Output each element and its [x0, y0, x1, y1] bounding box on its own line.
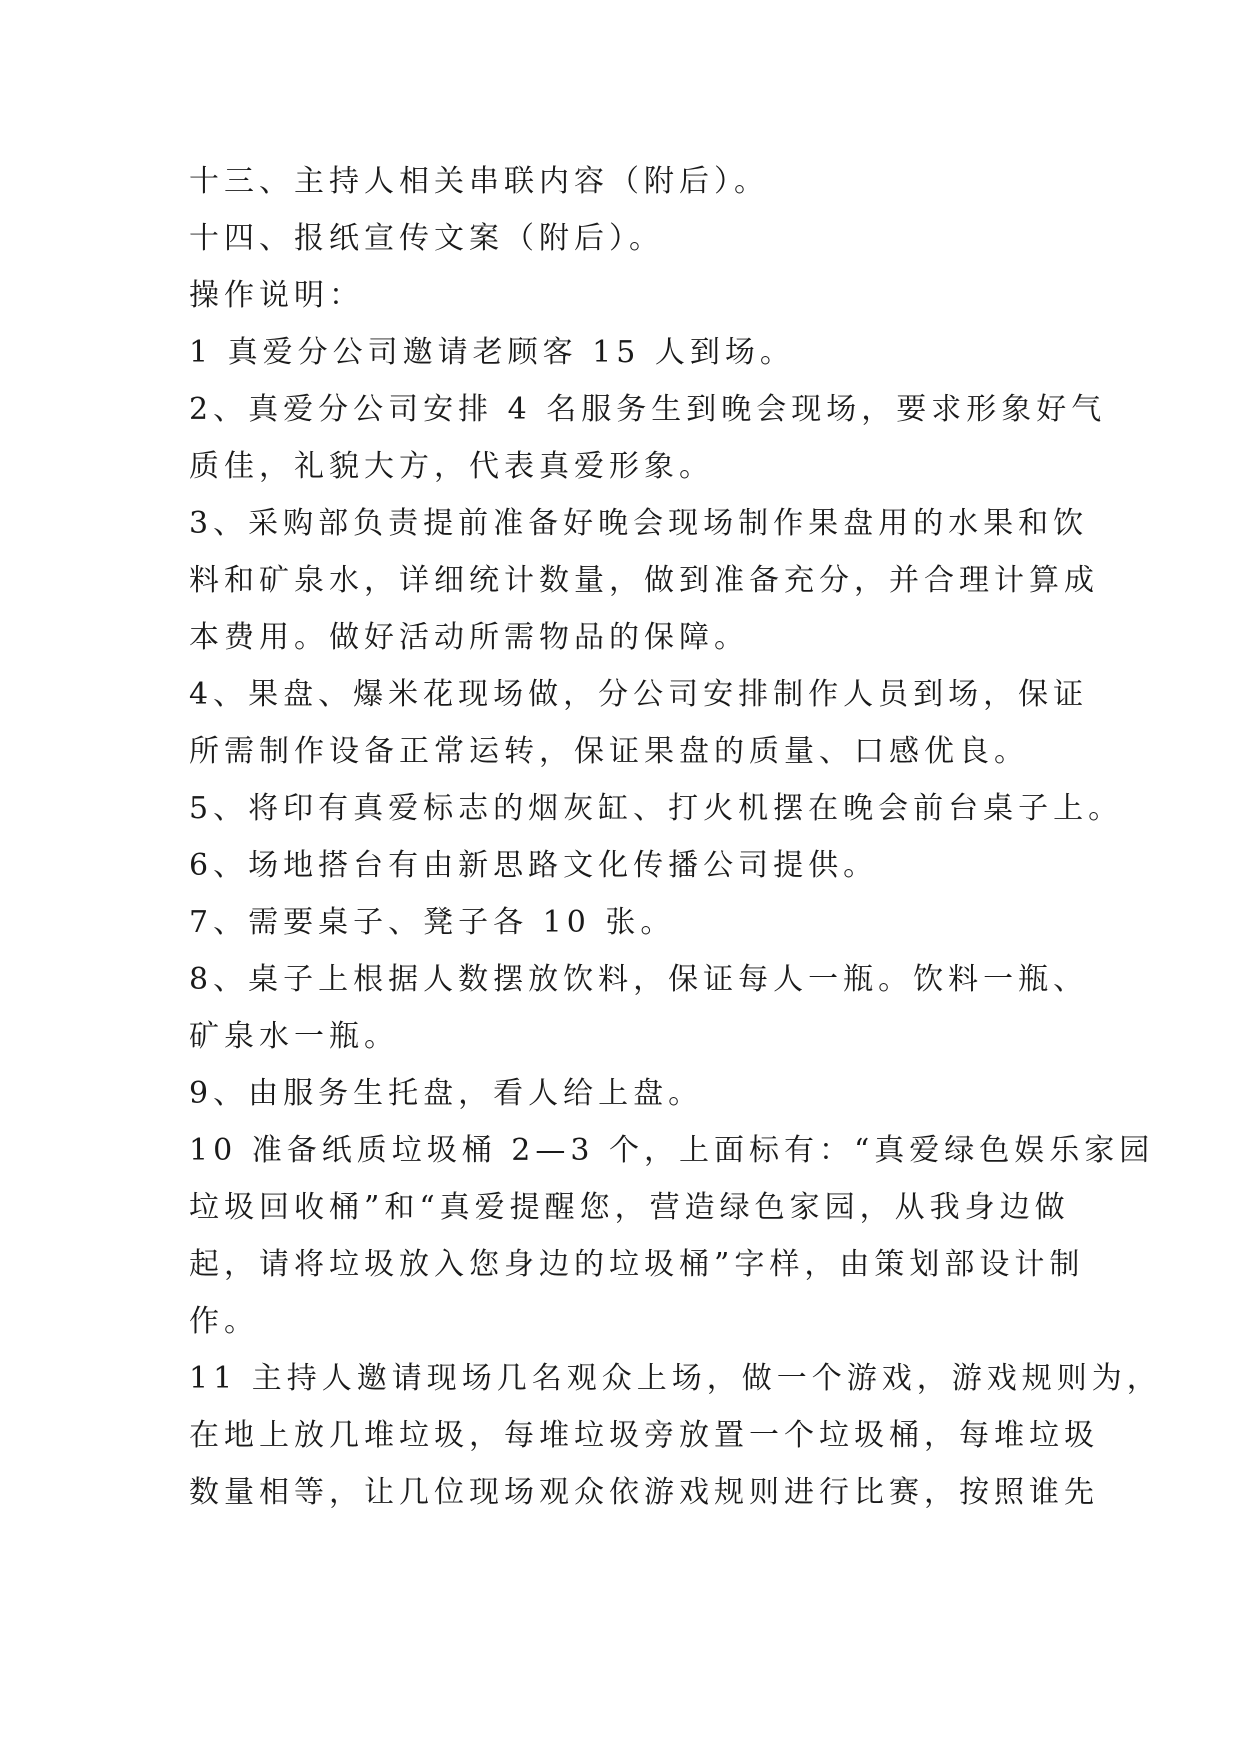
document-body	[189, 157, 1162, 1518]
text-line: 起，请将垃圾放入您身边的垃圾桶”字样，由策划部设计制	[189, 1247, 1085, 1282]
text-line: 10 准备纸质垃圾桶 2—3 个，上面标有：“真爱绿色娱乐家园	[189, 1133, 1155, 1168]
text-line: 质佳，礼貌大方，代表真爱形象。	[189, 449, 714, 484]
text-line: 4、果盘、爆米花现场做，分公司安排制作人员到场，保证	[189, 677, 1089, 712]
text-line: 11 主持人邀请现场几名观众上场，做一个游戏，游戏规则为，	[189, 1361, 1162, 1396]
text-line: 本费用。做好活动所需物品的保障。	[189, 620, 749, 655]
text-line: 料和矿泉水，详细统计数量，做到准备充分，并合理计算成	[189, 563, 1099, 598]
text-line: 8、桌子上根据人数摆放饮料，保证每人一瓶。饮料一瓶、	[189, 962, 1089, 997]
text-line: 2、真爱分公司安排 4 名服务生到晚会现场，要求形象好气	[189, 392, 1107, 427]
text-line: 在地上放几堆垃圾，每堆垃圾旁放置一个垃圾桶，每堆垃圾	[189, 1418, 1099, 1453]
text-line: 所需制作设备正常运转，保证果盘的质量、口感优良。	[189, 734, 1029, 769]
text-line: 数量相等，让几位现场观众依游戏规则进行比赛，按照谁先	[189, 1475, 1099, 1510]
text-line: 6、场地搭台有由新思路文化传播公司提供。	[189, 848, 879, 883]
text-line: 7、需要桌子、凳子各 10 张。	[189, 905, 676, 940]
text-line: 十四、报纸宣传文案（附后）。	[189, 221, 664, 256]
text-line: 5、将印有真爱标志的烟灰缸、打火机摆在晚会前台桌子上。	[189, 791, 1124, 826]
text-line: 矿泉水一瓶。	[189, 1019, 399, 1054]
text-line: 1 真爱分公司邀请老顾客 15 人到场。	[189, 335, 795, 370]
text-line: 作。	[189, 1304, 259, 1339]
text-line: 3、采购部负责提前准备好晚会现场制作果盘用的水果和饮	[189, 506, 1089, 541]
text-line: 9、由服务生托盘，看人给上盘。	[189, 1076, 704, 1111]
text-line: 操作说明：	[189, 278, 364, 313]
text-line: 垃圾回收桶”和“真爱提醒您，营造绿色家园，从我身边做	[189, 1190, 1070, 1225]
text-line: 十三、主持人相关串联内容（附后）。	[189, 164, 769, 199]
